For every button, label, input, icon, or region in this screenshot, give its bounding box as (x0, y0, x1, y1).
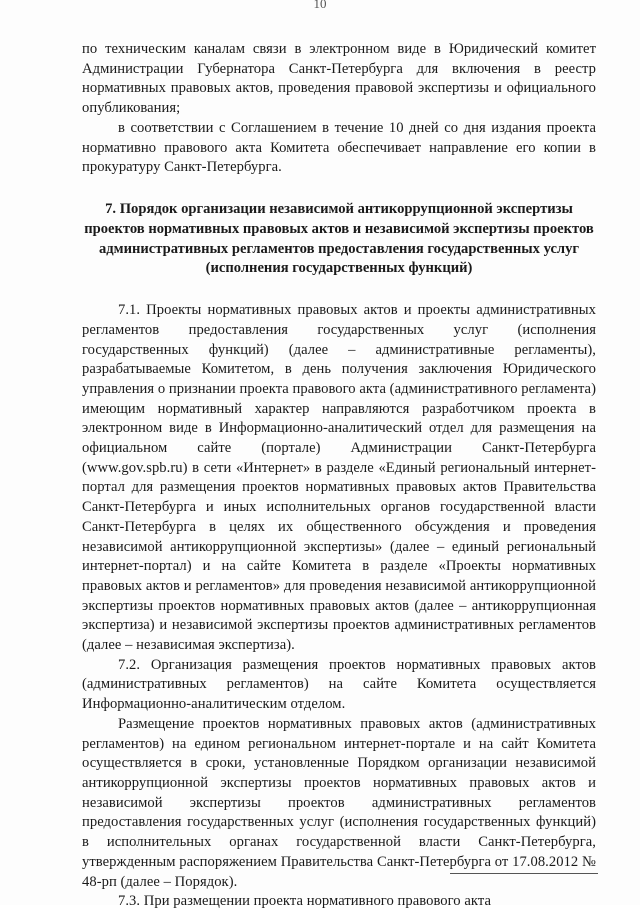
paragraph-prosecutor: в соответствии с Соглашением в течение 10 дней со дня издания проекта нормативно правового акта Комитета обеспечивает направление его копии в прокуратуру Санкт-Петербурга. (82, 119, 596, 176)
section-heading-7: 7. Порядок организации независимой антикоррупционной экспертизы проектов нормативных правовых актов и независимой экспертизы проектов административных регламентов предоставления государственных услуг (исполнения государственных функций) (84, 200, 594, 277)
page-number: 10 (313, 0, 327, 11)
paragraph-7-3: 7.3. При размещении проекта нормативного правового акта (118, 893, 491, 910)
paragraph-7-1: 7.1. Проекты нормативных правовых актов и проекты административных регламентов предоставления государственных услуг (исполнения государственных функций) (далее – административные регламенты), разрабатываемые Комитетом, в день получения заключения Юридического управления о признании проекта правового акта (административного регламента) имеющим нормативный характер направляются разработчиком проекта в электронном виде в Информационно-аналитический отдел для размещения на официальном сайте (портале) Администрации Санкт-Петербурга (www.gov.spb.ru) в сети «Интернет» в разделе «Единый региональный интернет-портал для размещения проектов нормативных правовых актов Правительства Санкт-Петербурга и иных исполнительных органов государственной власти Санкт-Петербурга в целях их общественного обсуждения и проведения независимой антикоррупционной экспертизы» (далее – единый региональный интернет-портал) и на сайте Комитета в разделе «Проекты нормативных правовых актов и регламентов» для проведения независимой антикоррупционной экспертизы проектов нормативных правовых актов (далее – антикоррупционная экспертиза) и независимой экспертизы проектов административных регламентов (далее – независимая экспертиза). (82, 302, 596, 654)
paragraph-transmission: по техническим каналам связи в электронном виде в Юридический комитет Администрации Губернатора Санкт-Петербурга для включения в реестр нормативных правовых актов, проведения правовой экспертизы и официального опубликования; (82, 41, 596, 117)
document-body (82, 40, 596, 912)
paragraph-placement-deadlines: Размещение проектов нормативных правовых актов (административных регламентов) на едином региональном интернет-портале и на сайт Комитета осуществляется в сроки, установленные Порядком организации независимой антикоррупционной экспертизы проектов нормативных правовых актов и независимой экспертизы проектов административных регламентов предоставления государственных услуг (исполнения государственных функций) в исполнительных органах государственной власти Санкт-Петербурга, утвержденным распоряжением Правительства Санкт-Петербурга от 17.08.2012 № 48-рп (далее – Порядок). (82, 715, 596, 890)
footer-rule (450, 873, 598, 874)
paragraph-7-2: 7.2. Организация размещения проектов нормативных правовых актов (административных регламентов) на сайте Комитета осуществляется Информационно-аналитическим отделом. (82, 656, 596, 713)
